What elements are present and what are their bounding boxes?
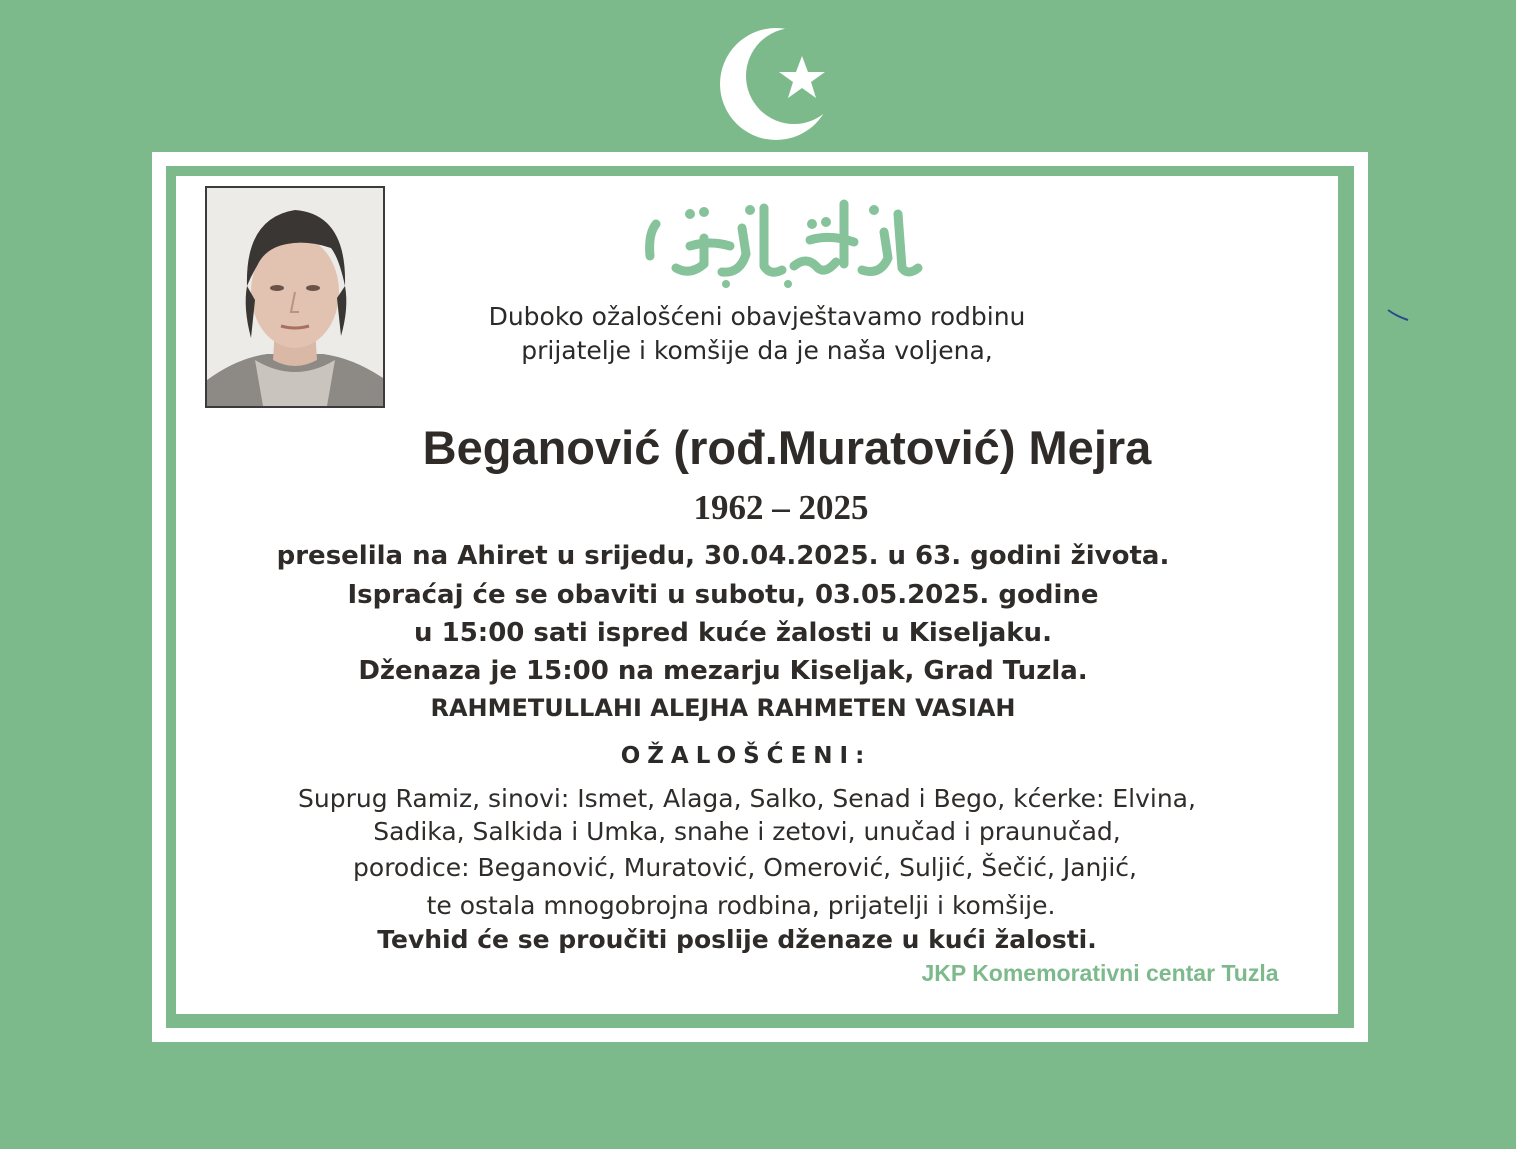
- mourners-line-3: porodice: Beganović, Muratović, Omerović, Suljić, Šečić, Janjić,: [353, 853, 1137, 882]
- announcement-line-3: u 15:00 sati ispred kuće žalosti u Kiseljaku.: [414, 618, 1052, 648]
- intro-line-1: Duboko ožalošćeni obavještavamo rodbinu: [488, 302, 1026, 331]
- intro-line-2: prijatelje i komšije da je naša voljena,: [521, 336, 993, 365]
- tevhid-notice: Tevhid će se proučiti poslije dženaze u kući žalosti.: [377, 925, 1097, 954]
- publisher-credit: JKP Komemorativni centar Tuzla: [921, 960, 1279, 986]
- ink-mark: [1386, 304, 1410, 324]
- mourners-line-1: Suprug Ramiz, sinovi: Ismet, Alaga, Salko, Senad i Bego, kćerke: Elvina,: [298, 784, 1196, 813]
- mourners-heading: OŽALOŠĆENI:: [620, 743, 872, 769]
- announcement-line-1: preselila na Ahiret u srijedu, 30.04.2025. u 63. godini života.: [276, 541, 1170, 571]
- crescent-star-icon: [718, 22, 842, 146]
- prayer-line: RAHMETULLAHI ALEJHA RAHMETEN VASIAH: [430, 694, 1016, 722]
- deceased-name: Beganović (rođ.Muratović) Mejra: [422, 421, 1152, 474]
- mourners-line-4: te ostala mnogobrojna rodbina, prijatelji i komšije.: [426, 891, 1056, 920]
- announcement-line-4: Dženaza je 15:00 na mezarju Kiseljak, Grad Tuzla.: [358, 656, 1088, 686]
- mourners-line-2: Sadika, Salkida i Umka, snahe i zetovi, unučad i praunučad,: [373, 817, 1121, 846]
- deceased-portrait: [205, 186, 385, 408]
- arabic-calligraphy: [630, 184, 930, 290]
- announcement-line-2: Ispraćaj će se obaviti u subotu, 03.05.2025. godine: [347, 580, 1099, 610]
- life-years: 1962 – 2025: [693, 488, 869, 527]
